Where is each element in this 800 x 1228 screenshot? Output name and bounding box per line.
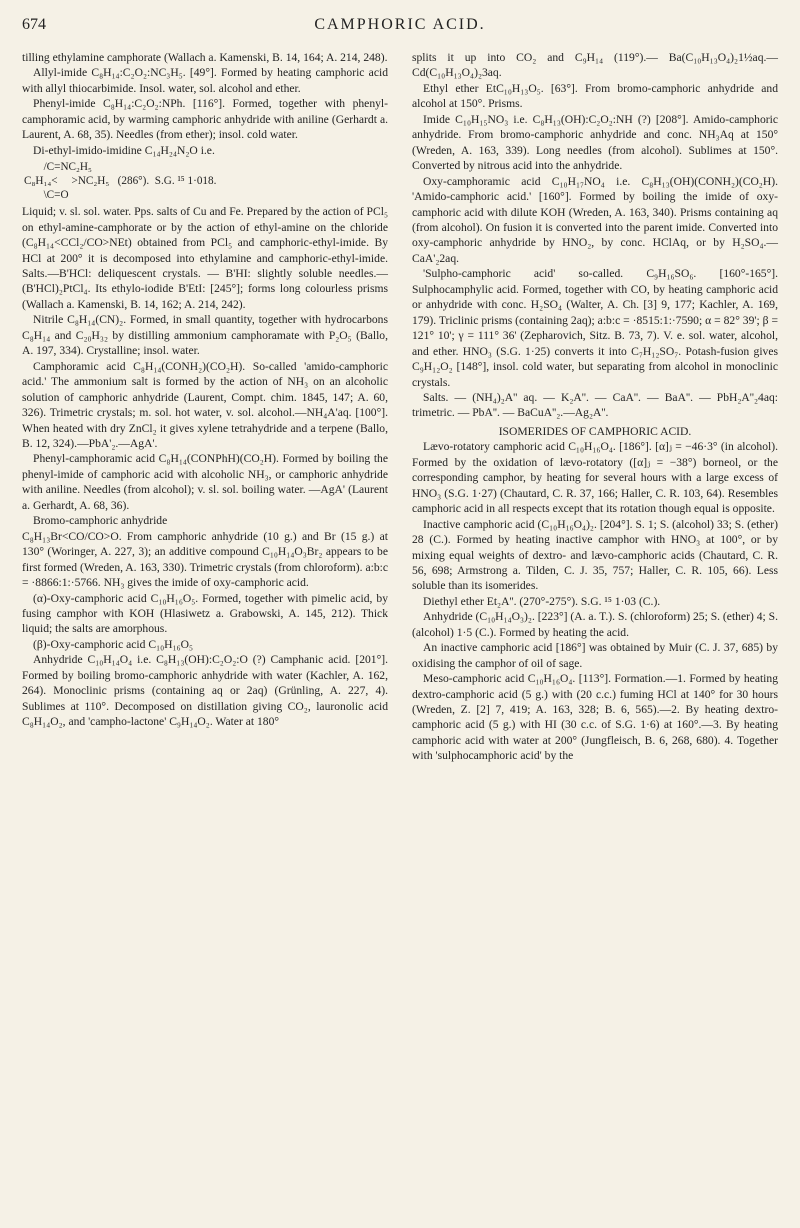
paragraph: Liquid; v. sl. sol. water. Pps. salts of Cu and Fe. Prepared by the action of PCl₅ on ethyl-amine-camphorate or by the action of ethyl-amine on the chloride (C₈H₁₄<CCl₂/CO>NEt) obtained from PCl₅ and camphoric-ethyl-imide. By HCl at 200° it is decomposed into ethylamine and camphoric-ethyl-imide. Salts.—B'HCl: deliquescent crystals. — B'HI: slightly soluble needles.—(B'HCl)₂PtCl₄. Its ethylo-iodide B'EtI: [245°]; forms long colourless prisms (Wallach a. Kamenski, B. 14, 162; A. 214, 242). xyxy=(22,205,388,311)
paragraph: Lævo-rotatory camphoric acid C₁₀H₁₆O₄. [186°]. [α]ⱼ = −46·3° (in alcohol). Formed by the oxidation of lævo-rotatory ([α]ⱼ = −38°) borneol, or the corresponding camphor, by heating for several hours with a large excess of HNO₃ (S.G. 1·27) (Chautard, C. R. 37, 166; Haller, C. R. 103, 64). Resembles camphoric acid in all respects except that its rotation though equal is opposite. xyxy=(412,440,778,516)
paragraph: Camphoramic acid C₈H₁₄(CONH₂)(CO₂H). So-called 'amido-camphoric acid.' The ammonium salt is formed by the action of NH₃ on an alcoholic solution of camphoric anhydride (Laurent, Compt. chim. 1845, 147; A. 60, 326). Trimetric crystals; m. sol. hot water, v. sol. alcohol.—NH₄A'aq. [100°]. When heated with dry ZnCl₂ it gives xylene tetrahydride and a terpene (Ballo, B. 12, 324).—PbA'₂.—AgA'. xyxy=(22,359,388,450)
paragraph: Ethyl ether EtC₁₀H₁₃O₅. [63°]. From bromo-camphoric anhydride and alcohol at 150°. Prisms. xyxy=(412,81,778,111)
paragraph: (α)-Oxy-camphoric acid C₁₀H₁₆O₅. Formed, together with pimelic acid, by fusing camphor with KOH (Hlasiwetz a. Grabowski, A. 145, 212). Thick liquid; the salts are amorphous. xyxy=(22,591,388,636)
paragraph: Diethyl ether Et₂A''. (270°-275°). S.G. ¹⁵ 1·03 (C.). xyxy=(423,594,661,608)
running-title: CAMPHORIC ACID. xyxy=(314,16,486,33)
paragraph: An inactive camphoric acid [186°] was obtained by Muir (C. J. 37, 685) by oxidising the camphor of oil of sage. xyxy=(412,641,778,670)
right-column xyxy=(412,50,778,764)
paragraph: Anhydride C₁₀H₁₄O₄ i.e. C₈H₁₃(OH):C₂O₂:O (?) Camphanic acid. [201°]. Formed by boiling bromo-camphoric anhydride with water (Kachler, A. 162, 264). Monoclinic prisms (containing aq or 2aq) (Grünling, A. 227, 4). Sublimes at 110°. Decomposed on distillation giving CO₂, lauronolic acid C₈H₁₄O₂, and 'campho-lactone' C₉H₁₄O₂. Water at 180° xyxy=(22,653,388,729)
paragraph: Meso-camphoric acid C₁₀H₁₆O₄. [113°]. Formation.—1. Formed by heating dextro-camphoric acid (5 g.) with (20 c.c.) fuming HCl at 140° for 30 hours (Wreden, Z. [2] 7, 419; A. 163, 328; B. 6, 565).—2. By heating dextro-camphoric acid (5 g.) with HI (30 c.c. of S.G. 1·6) at 160°.—3. By heating camphoric acid with water at 200° (Jungfleisch, B. 6, 268, 680). 4. Together with 'sulphocamphoric acid' by the xyxy=(412,672,778,763)
paragraph: Salts. — (NH₄)₂A'' aq. — K₂A''. — CaA''. — BaA''. — PbH₂A''₂4aq: trimetric. — PbA''. — BaCuA''₂.—Ag₂A''. xyxy=(412,390,778,420)
paragraph: splits it up into CO₂ and C₉H₁₄ (119°).— Ba(C₁₀H₁₃O₄)₂1½aq.—Cd(C₁₀H₁₃O₄)₂3aq. xyxy=(412,51,778,80)
paragraph: 'Sulpho-camphoric acid' so-called. C₉H₁₆SO₆. [160°-165°]. Sulphocamphylic acid. Formed, together with CO, by heating camphoric acid or anhydride with conc. H₂SO₄ (Walter, A. Ch. [3] 9, 177; Kachler, A. 169, 179). Triclinic prisms (containing 2aq); a:b:c = ·8515:1:·7590; α = 82° 39'; β = 121° 10'; γ = 111° 36' (Zepharovich, Sitz. B. 73, 7). V. e. sol. water, alcohol, and ether. HNO₃ (S.G. 1·25) converts it into C₇H₁₂SO₇. Potash-fusion gives C₉H₁₂O₂ [148°], insol. cold water, but separating from alcohol in monoclinic crystals. xyxy=(412,267,778,389)
paragraph: C₈H₁₃Br<CO/CO>O. From camphoric anhydride (10 g.) and Br (15 g.) at 130° (Woringer, A. 227, 3); an additive compound C₁₀H₁₄O₃Br₂ appears to be first formed (Wreden, A. 163, 330). Trimetric crystals (from chloroform). a:b:c = ·8866:1:·5766. NH₃ gives the imide of oxy-camphoric acid. xyxy=(22,529,388,590)
paragraph: (β)-Oxy-camphoric acid C₁₀H₁₆O₅ xyxy=(33,637,194,651)
paragraph: Phenyl-camphoramic acid C₈H₁₄(CONPhH)(CO₂H). Formed by boiling the phenyl-imide of camphoric acid with alcoholic NH₃, or camphoric anhydride with aniline. Needles (from alcohol); v. sl. sol. boiling water. —AgA' (Laurent a. Gerhardt, A. 68, 36). xyxy=(22,452,388,512)
paragraph: Oxy-camphoramic acid C₁₀H₁₇NO₄ i.e. C₈H₁₃(OH)(CONH₂)(CO₂H). 'Amido-camphoric acid.' [160°]. Formed by boiling the imide of oxy-camphoric acid with dilute KOH (Wreden, A. 163, 340). Prisms containing aq (from alcohol). On fusion it is converted into the parent imide. Converted into oxy-camphoric anhydride by HNO₂, by conc. HClAq, or by H₂SO₄.— CaA'₂2aq. xyxy=(412,174,778,265)
paragraph: Phenyl-imide C₈H₁₄:C₂O₂:NPh. [116°]. Formed, together with phenyl-camphoramic acid, by warming camphoric anhydride with aniline (Gerhardt a. Laurent, A. 68, 35). Needles (from ether); insol. cold water. xyxy=(22,97,388,142)
paragraph: tilling ethylamine camphorate (Wallach a. Kamenski, B. 14, 164; A. 214, 248). xyxy=(22,51,388,64)
paragraph: Anhydride (C₁₀H₁₄O₃)₂. [223°] (A. a. T.). S. (chloroform) 25; S. (ether) 4; S. (alcohol) 1·5 (C.). Formed by heating the acid. xyxy=(412,610,778,639)
section-heading: ISOMERIDES OF CAMPHORIC ACID. xyxy=(498,424,692,438)
paragraph: Nitrile C₈H₁₄(CN)₂. Formed, in small quantity, together with hydrocarbons C₈H₁₄ and C₂₀H₃₂ by distilling ammonium camphoramate with P₂O₅ (Ballo, A. 197, 334). Crystalline; insol. water. xyxy=(22,313,388,358)
paragraph: Allyl-imide C₈H₁₄:C₂O₂:NC₃H₅. [49°]. Formed by heating camphoric acid with allyl thiocarbimide. Insol. water, sol. alcohol and ether. xyxy=(22,66,388,95)
page-number: 674 xyxy=(22,16,46,33)
left-column xyxy=(22,50,388,730)
structural-formula: /C=NC₂H₅ C₈H₁₄< >NC₂H₅ (286°). S.G. ¹⁵ 1·018. \C=O xyxy=(24,161,217,202)
page-header xyxy=(22,10,778,38)
paragraph: Imide C₁₀H₁₅NO₃ i.e. C₈H₁₃(OH):C₂O₂:NH (?) [208°]. Amido-camphoric anhydride. From bromo-camphoric anhydride and conc. NH₃Aq at 150° (Wreden, A. 163, 339). Long needles (from alcohol). Sublimes at 150°. Converted by nitrous acid into the anhydride. xyxy=(412,112,778,173)
paragraph: Bromo-camphoric anhydride xyxy=(33,514,168,528)
paragraph: Inactive camphoric acid (C₁₀H₁₆O₄)₂. [204°]. S. 1; S. (alcohol) 33; S. (ether) 28 (C.). Formed by heating inactive camphor with HNO₃ at 100°, or by mixing equal weights of dextro- and lævo-camphoric acids (Chautard, C. R. 56, 698; Armstrong a. Tilden, C. J. 35, 757; Haller, C. R. 105, 66). Less soluble than its isomerides. xyxy=(412,517,778,593)
paragraph: Di-ethyl-imido-imidine C₁₄H₂₄N₂O i.e. xyxy=(33,143,215,157)
